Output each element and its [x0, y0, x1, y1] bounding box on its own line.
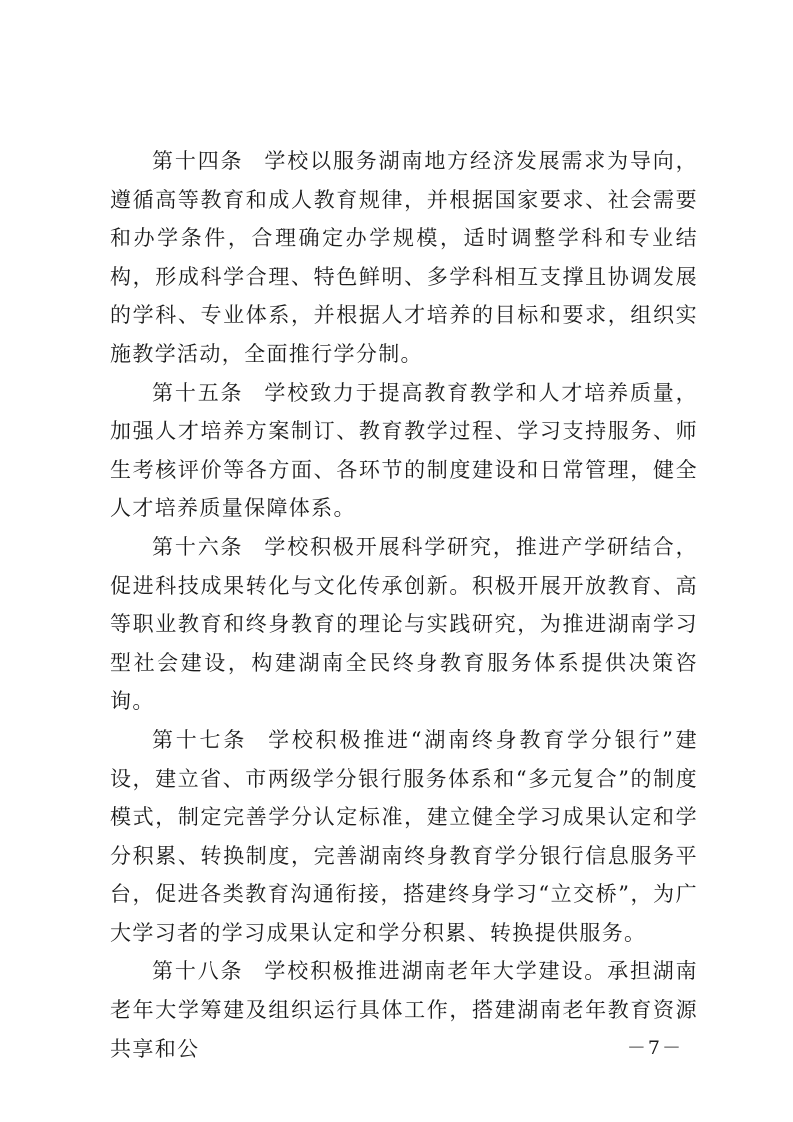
article-15-text: 学校致力于提高教育教学和人才培养质量，加强人才培养方案制订、教育教学过程、学习支持服务、师生考核评价等各方面、各环节的制度建设和日常管理，健全人才培养质量保障体系。 — [110, 380, 698, 521]
article-17-paragraph — [110, 721, 698, 953]
article-14-number: 第十四条 — [152, 149, 244, 173]
article-18-paragraph — [110, 952, 698, 1068]
article-16-paragraph — [110, 528, 698, 721]
article-18-text: 学校积极推进湖南老年大学建设。承担湖南老年大学筹建及组织运行具体工作，搭建湖南老年教育资源共享和公 — [110, 959, 698, 1061]
page-number: －7－ — [626, 1037, 683, 1059]
article-14-paragraph — [110, 142, 698, 374]
article-15-paragraph — [110, 374, 698, 528]
article-16-text: 学校积极开展科学研究，推进产学研结合，促进科技成果转化与文化传承创新。积极开展开放教育、高等职业教育和终身教育的理论与实践研究，为推进湖南学习型社会建设，构建湖南全民终身教育服务体系提供决策咨询。 — [110, 534, 698, 714]
article-14-text: 学校以服务湖南地方经济发展需求为导向，遵循高等教育和成人教育规律，并根据国家要求、社会需要和办学条件，合理确定办学规模，适时调整学科和专业结构，形成科学合理、特色鲜明、多学科相互支撑且协调发展的学科、专业体系，并根据人才培养的目标和要求，组织实施教学活动，全面推行学分制。 — [110, 149, 698, 366]
article-16-number: 第十六条 — [152, 534, 244, 559]
document-body — [110, 142, 698, 1068]
article-17-text: 学校积极推进“湖南终身教育学分银行”建设，建立省、市两级学分银行服务体系和“多元复合”的制度模式，制定完善学分认定标准，建立健全学习成果认定和学分积累、转换制度，完善湖南终身教育学分银行信息服务平台，促进各类教育沟通衔接，搭建终身学习“立交桥”，为广大学习者的学习成果认定和学分积累、转换提供服务。 — [110, 727, 698, 945]
article-15-number: 第十五条 — [152, 380, 244, 405]
article-17-number: 第十七条 — [152, 727, 248, 752]
article-18-number: 第十八条 — [152, 959, 244, 984]
